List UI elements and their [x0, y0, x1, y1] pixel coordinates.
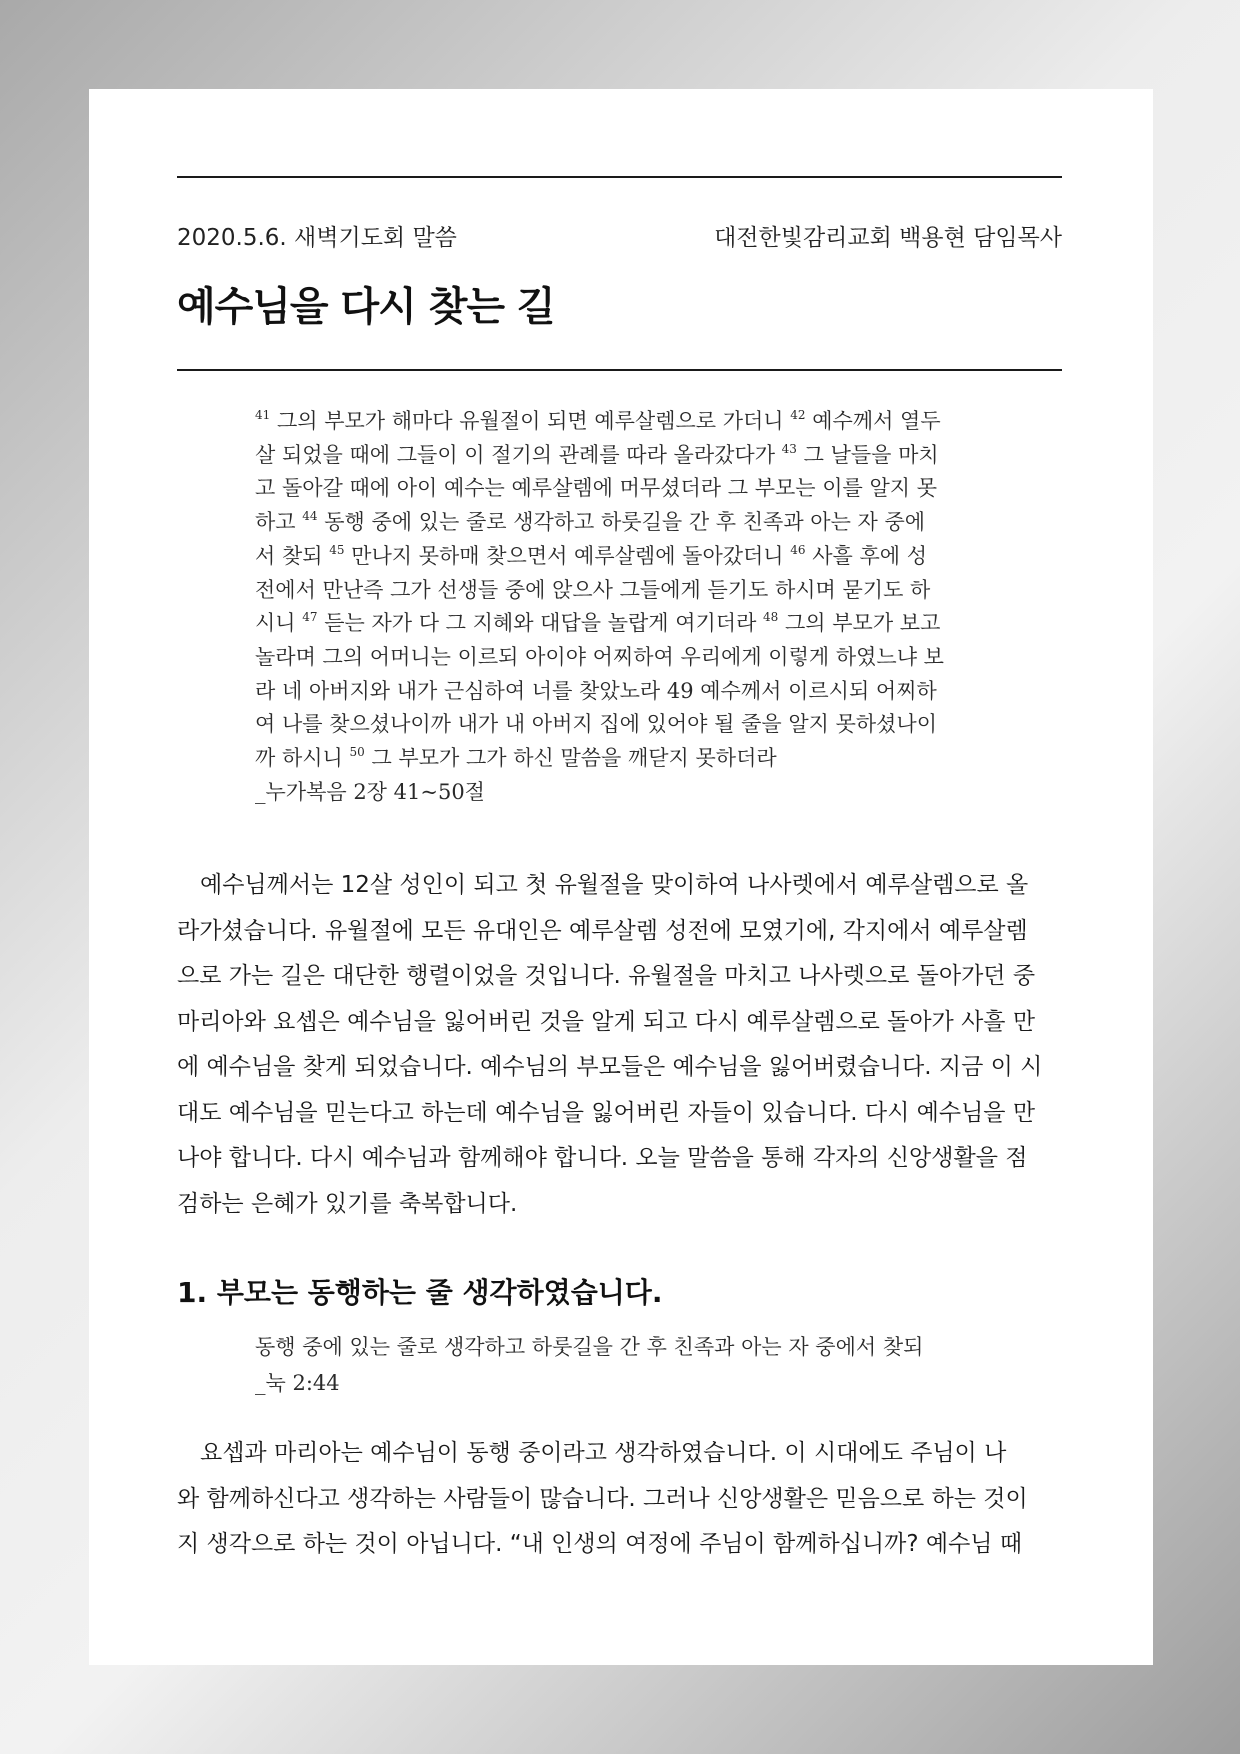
- scripture-reference: _누가복음 2장 41~50절: [255, 779, 485, 804]
- paragraph-line: 요셉과 마리아는 예수님이 동행 중이라고 생각하였습니다. 이 시대에도 주님이 나: [177, 1440, 1007, 1466]
- church-pastor-label: 대전한빛감리교회 백용현 담임목사: [714, 225, 1062, 251]
- section-scripture-quote: [255, 1329, 989, 1401]
- section-quote-text: 동행 중에 있는 줄로 생각하고 하룻길을 간 후 친족과 아는 자 중에서 찾되: [255, 1335, 924, 1359]
- paragraph-line: 와 함께하신다고 생각하는 사람들이 많습니다. 그러나 신앙생활은 믿음으로 하는 것이: [177, 1485, 1028, 1512]
- scripture-line: 살 되었을 때에 그들이 이 절기의 관례를 따라 올라갔다가 $^{43}$ 그 날들을 마치: [255, 441, 939, 467]
- scripture-line: 까 하시니 $^{50}$ 그 부모가 그가 하신 말씀을 깨닫지 못하더라: [255, 745, 777, 771]
- scripture-line: $^{41}$ 그의 부모가 해마다 유월절이 되면 예루살렘으로 가더니 $^{42}$ 예수께서 열두: [255, 408, 941, 433]
- paragraph-line: 지 생각으로 하는 것이 아닙니다. “내 인생의 여정에 주님이 함께하십니까? 예수님 때: [177, 1531, 1023, 1557]
- paragraph-line: 라가셨습니다. 유월절에 모든 유대인은 예루살렘 성전에 모였기에, 각지에서 예루살렘: [177, 917, 1028, 944]
- header-row: [177, 219, 1062, 252]
- scripture-quote: [255, 405, 989, 809]
- paragraph-line: 마리아와 요셉은 예수님을 잃어버린 것을 알게 되고 다시 예루살렘으로 돌아가 사흘 만: [177, 1008, 1036, 1035]
- paragraph-line: 으로 가는 길은 대단한 행렬이었을 것입니다. 유월절을 마치고 나사렛으로 돌아가던 중: [177, 963, 1036, 989]
- section-paragraph: [177, 1431, 1062, 1568]
- header-bottom-rule: [177, 369, 1062, 371]
- paragraph-line: 예수님께서는 12살 성인이 되고 첫 유월절을 맞이하여 나사렛에서 예루살렘으로 올: [177, 872, 1029, 898]
- intro-paragraph: [177, 863, 1062, 1227]
- scripture-line: 전에서 만난즉 그가 선생들 중에 앉으사 그들에게 듣기도 하시며 묻기도 하: [255, 577, 931, 602]
- paragraph-line: 대도 예수님을 믿는다고 하는데 예수님을 잃어버린 자들이 있습니다. 다시 예수님을 만: [177, 1099, 1036, 1126]
- paragraph-line: 나야 합니다. 다시 예수님과 함께해야 합니다. 오늘 말씀을 통해 각자의 신앙생활을 점: [177, 1145, 1028, 1171]
- sermon-title: 예수님을 다시 찾는 길: [177, 284, 555, 330]
- scripture-line: 여 나를 찾으셨나이까 내가 내 아버지 집에 있어야 될 줄을 알지 못하셨나이: [255, 712, 938, 737]
- paragraph-line: 에 예수님을 찾게 되었습니다. 예수님의 부모들은 예수님을 잃어버렸습니다. 지금 이 시: [177, 1054, 1043, 1080]
- scripture-line: 고 돌아갈 때에 아이 예수는 예루살렘에 머무셨더라 그 부모는 이를 알지 못: [255, 476, 938, 501]
- scripture-line: 서 찾되 $^{45}$ 만나지 못하매 찾으면서 예루살렘에 돌아갔더니 $^{46}$ 사흘 후에 성: [255, 542, 928, 568]
- scripture-line: 라 네 아버지와 내가 근심하여 너를 찾았노라 49 예수께서 이르시되 어찌하: [255, 678, 937, 703]
- section-quote-reference: _눅 2:44: [255, 1371, 340, 1395]
- section-heading: 1. 부모는 동행하는 줄 생각하였습니다.: [177, 1276, 663, 1309]
- scripture-line: 시니 $^{47}$ 듣는 자가 다 그 지혜와 대답을 놀랍게 여기더라 $^{48}$ 그의 부모가 보고: [255, 610, 941, 636]
- document-page: [89, 89, 1153, 1665]
- scripture-line: 놀라며 그의 어머니는 이르되 아이야 어찌하여 우리에게 이렇게 하였느냐 보: [255, 644, 944, 669]
- paragraph-line: 검하는 은혜가 있기를 축복합니다.: [177, 1190, 518, 1217]
- scripture-line: 하고 $^{44}$ 동행 중에 있는 줄로 생각하고 하룻길을 간 후 친족과 아는 자 중에: [255, 509, 926, 535]
- sermon-date-label: 2020.5.6. 새벽기도회 말씀: [177, 225, 457, 251]
- header-top-rule: [177, 176, 1062, 178]
